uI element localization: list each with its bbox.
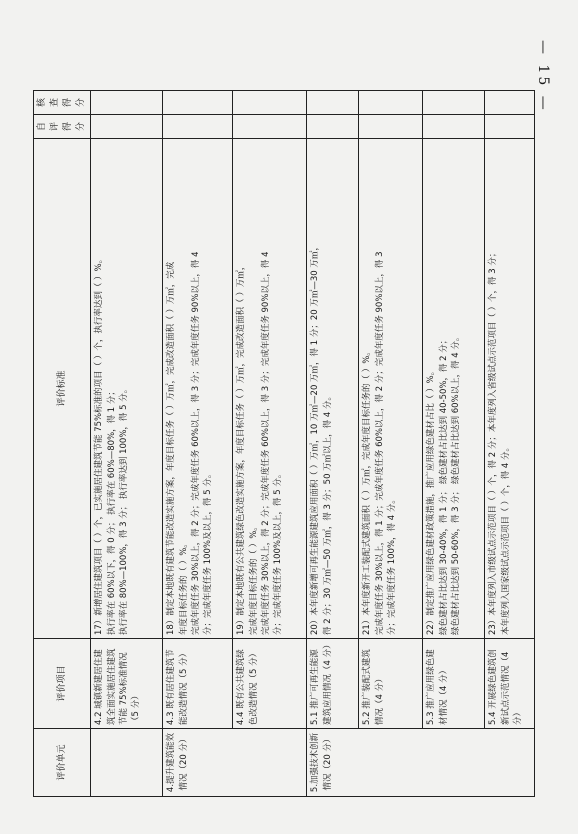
standard-line: 21）本年度新开工装配式建筑面积（ ）万㎡，完成年度目标任务的（ ）%。 (362, 347, 373, 635)
table-header-row (34, 91, 91, 797)
item-cell: 5.2 推广装配式建筑情况（4 分） (359, 639, 423, 729)
standard-cell (91, 139, 163, 639)
check-score-cell (485, 91, 535, 115)
standard-line: 23）本年度列入市级试点示范项目（ ）个，得 2 分；本年度列入省级试点示范项目（ ）个，得 3 分； (488, 248, 499, 635)
table-row (359, 91, 423, 797)
check-score-cell (91, 91, 163, 115)
table-row (485, 91, 535, 797)
header-self-score-line: 自评 (37, 122, 61, 132)
page-number: — 15 — (535, 40, 551, 113)
standard-cell (485, 139, 535, 639)
item-cell: 5.4 开展绿色建筑创新试点示范情况（4 分） (485, 639, 535, 729)
item-cell: 5.3 推广应用绿色建材情况（4 分） (423, 639, 485, 729)
item-cell: 4.4 既有公共建筑绿色改造情况（5 分） (233, 639, 307, 729)
standard-cell (359, 139, 423, 639)
standard-line: 19）制定本地既有公共建筑绿色改造实施方案，年度目标任务（ ）万㎡，完成改造面积（ ）万㎡， (236, 261, 247, 635)
check-score-cell (163, 91, 233, 115)
standard-line: 分；完成年度任务 100%及以上，得 5 分。 (203, 469, 214, 635)
header-standard: 评价标准 (34, 139, 91, 639)
header-check-score-line: 得分 (63, 98, 87, 108)
header-self-score-line: 得分 (63, 122, 87, 132)
standard-cell (307, 139, 359, 639)
item-cell: 4.2 城镇新建居住建筑全面实施居住建筑节能 75%标准情况（5 分） (91, 639, 163, 729)
standard-line: 完成年度目标任务的（ ）%。 (248, 522, 259, 635)
unit-cell (91, 729, 163, 797)
table-row (233, 91, 307, 797)
item-cell: 5.1 推广可再生能源建筑应用情况（4 分） (307, 639, 359, 729)
standard-line: 执行率在 80%—100%，得 3 分； 执行率达到 100%，得 5 分。 (118, 384, 129, 635)
check-score-cell (233, 91, 307, 115)
standard-line: 18）制定本地既有建筑节能改造实施方案，年度目标任务（ ）万㎡，完成改造面积（ ）万㎡，完成 (166, 261, 177, 635)
standard-cell (233, 139, 307, 639)
standard-line: 17）新增居住建筑项目（ ）个，已实施居住建筑节能 75%标准的项目（ ）个，执行率达到（ ）%。 (94, 254, 105, 635)
header-item: 评价项目 (34, 639, 91, 729)
self-score-cell (91, 115, 163, 139)
standard-line: 绿色建材占比达到 30-40%，得 1 分； 绿色建材占比达到 40-50%，得 2 分； (438, 335, 449, 635)
check-score-cell (423, 91, 485, 115)
check-score-cell (307, 91, 359, 115)
self-score-cell (485, 115, 535, 139)
standard-line: 得 2 分；30 万㎡—50 万㎡，得 3 分；50 万㎡以上，得 4 分。 (322, 392, 333, 635)
table-row (163, 91, 233, 797)
standard-line: 完成年度任务 30%以上，得 2 分；完成年度任务 60%以上，得 3 分；完成年度任务 90%以上，得 4 (190, 251, 201, 635)
item-cell: 4.3 既有居住建筑节能改造情况（5 分） (163, 639, 233, 729)
standard-cell (163, 139, 233, 639)
standard-line: 完成年度任务 30%以上，得 1 分；完成年度任务 60%以上，得 2 分；完成年度任务 90%以上，得 3 (374, 251, 385, 635)
standard-line: 绿色建材占比达到 50-60%，得 3 分； 绿色建材占比达到 60%以上，得 4 分。 (450, 332, 461, 635)
table-body (91, 91, 535, 797)
unit-cell: 5.加强技术创新情况（20 分） (307, 729, 535, 797)
table-row (423, 91, 485, 797)
header-unit: 评价单元 (34, 729, 91, 797)
check-score-cell (359, 91, 423, 115)
self-score-cell (359, 115, 423, 139)
standard-line: 20）本年度新增可再生能源建筑应用面积（ ）万㎡，10 万㎡—20 万㎡，得 1 分；20 万㎡—30 万㎡， (310, 242, 321, 635)
unit-cell: 4.提升建筑能效情况（20 分） (163, 729, 307, 797)
rotated-table-wrapper (33, 91, 523, 797)
standard-line: 完成年度任务 30%以上，得 2 分；完成年度任务 60%以上，得 3 分；完成年度任务 90%以上，得 4 (260, 251, 271, 635)
self-score-cell (163, 115, 233, 139)
table-row (307, 91, 359, 797)
standard-cell (423, 139, 485, 639)
standard-line: 分；完成年度任务 100%，得 4 分。 (386, 495, 397, 635)
standard-line: 年度目标任务的（ ）%。 (178, 539, 189, 635)
standard-line: 分；完成年度任务 100%及以上，得 5 分。 (273, 469, 284, 635)
standard-line: 22）制定推广应用绿色建材政策措施，推广应用绿色建材占比（ ）%。 (426, 366, 437, 635)
evaluation-table (33, 90, 535, 797)
table-row (91, 91, 163, 797)
self-score-cell (233, 115, 307, 139)
header-check-score-line: 核查 (37, 98, 61, 108)
standard-line: 本年度列入国家级试点示范项目（ ）个，得 4 分。 (500, 442, 511, 635)
header-check-score (34, 91, 91, 115)
self-score-cell (423, 115, 485, 139)
self-score-cell (307, 115, 359, 139)
header-self-score (34, 115, 91, 139)
standard-line: 执行率在 60%以下，得 0 分； 执行率在 60%—80%，得 1 分； (106, 387, 117, 635)
